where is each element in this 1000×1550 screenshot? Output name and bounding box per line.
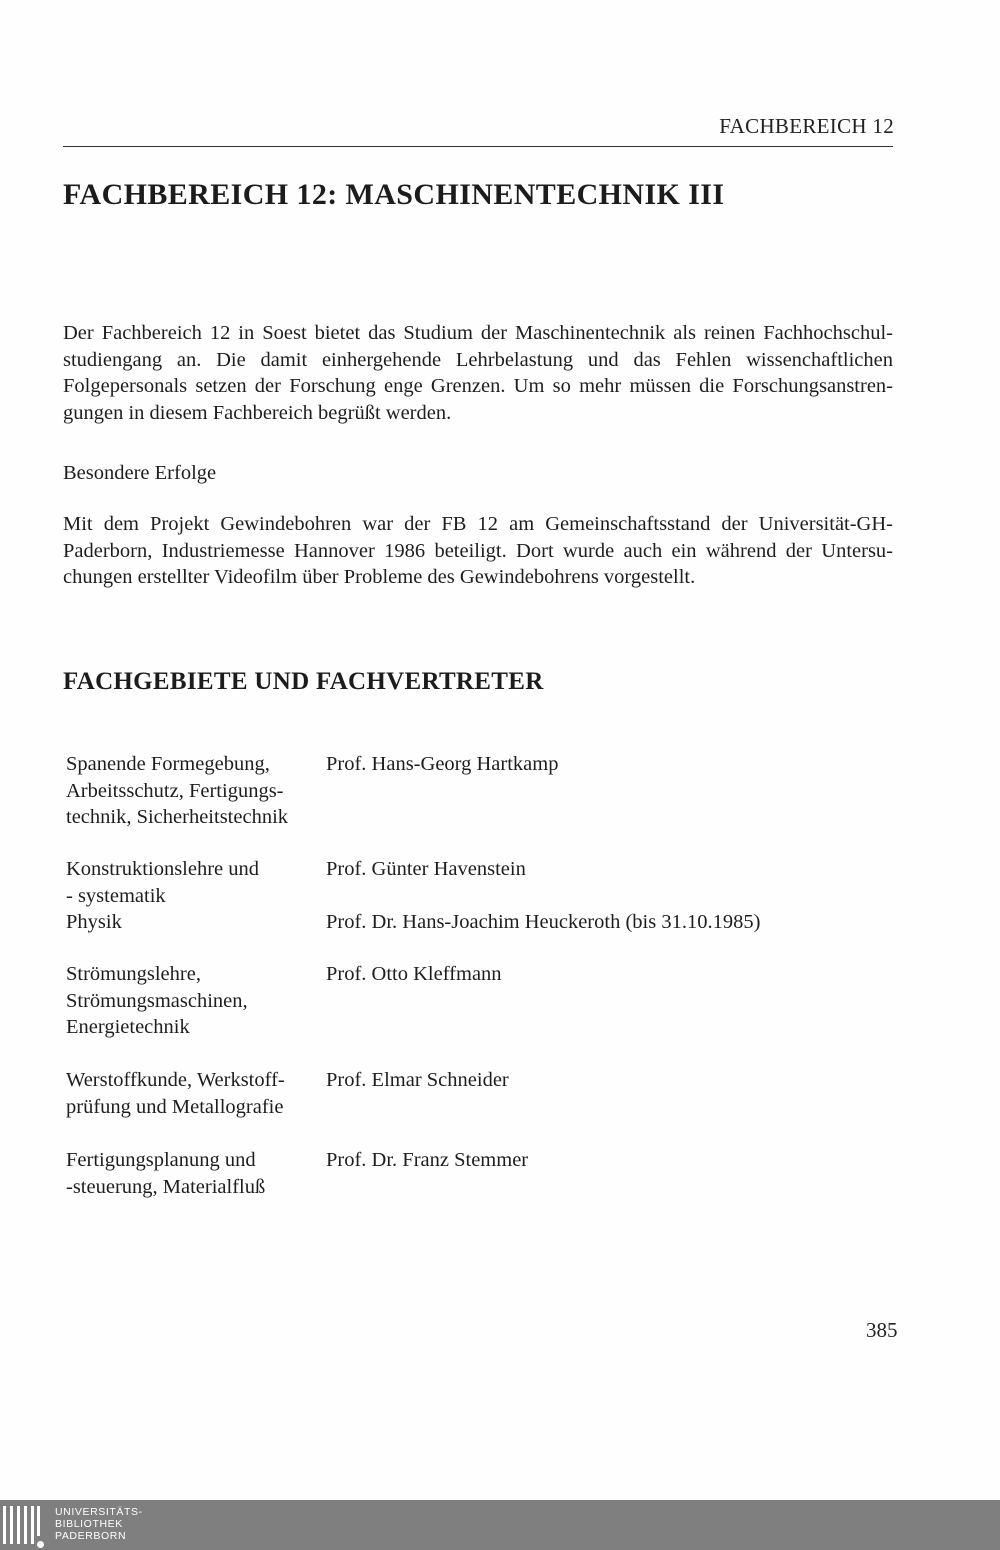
professor-name: Prof. Dr. Franz Stemmer	[326, 1149, 529, 1171]
subject-area: Strömungslehre, Strömungsmaschinen, Energietechnik	[66, 963, 248, 1038]
section-title: FACHGEBIETE UND FACHVERTRETER	[63, 668, 544, 695]
library-name-line-2: BIBLIOTHEK	[55, 1518, 123, 1530]
running-head: FACHBEREICH 12	[719, 114, 894, 138]
header-rule	[63, 146, 893, 147]
intro-paragraph: Der Fachbereich 12 in Soest bietet das Studium der Maschinentechnik als reinen Fachhochschul-studiengang an. Die damit einhergehende Lehrbelastung und das Fehlen wissenchaftlichen Folgepersonals setzen der Forschung enge Grenzen. Um so mehr müssen die Forschungsanstren-gungen in diesem Fachbereich begrüßt werden.	[63, 322, 893, 424]
subheading-besondere-erfolge: Besondere Erfolge	[63, 462, 217, 484]
library-name	[55, 1506, 143, 1542]
subject-area: Konstruktionslehre und - systematik	[66, 858, 260, 907]
professor-name: Prof. Hans-Georg Hartkamp	[326, 753, 559, 775]
library-barcode-logo-icon	[2, 1500, 42, 1550]
library-footer	[0, 1500, 1000, 1550]
page-number: 385	[866, 1318, 898, 1342]
subject-area: Werstoffkunde, Werkstoff- prüfung und Metallografie	[66, 1069, 285, 1118]
logo-dot-icon	[37, 1541, 44, 1548]
success-paragraph: Mit dem Projekt Gewindebohren war der FB 12 am Gemeinschaftsstand der Universität-GH-Paderborn, Industriemesse Hannover 1986 beteiligt. Dort wurde auch ein während der Untersu-chungen erstellter Videofilm über Probleme des Gewindebohrens vorgestellt.	[63, 513, 893, 588]
page-title: FACHBEREICH 12: MASCHINENTECHNIK III	[63, 178, 725, 211]
subject-area: Physik	[66, 911, 122, 933]
professor-name: Prof. Otto Kleffmann	[326, 963, 502, 985]
subject-area: Spanende Formegebung, Arbeitsschutz, Fertigungs- technik, Sicherheitstechnik	[66, 753, 289, 828]
professor-name: Prof. Günter Havenstein	[326, 858, 526, 880]
library-name-line-1: UNIVERSITÄTS-	[55, 1506, 143, 1518]
library-name-line-3: PADERBORN	[55, 1530, 127, 1542]
professor-name: Prof. Dr. Hans-Joachim Heuckeroth (bis 31.10.1985)	[326, 911, 761, 933]
subject-area: Fertigungsplanung und -steuerung, Materialfluß	[66, 1149, 266, 1198]
professor-name: Prof. Elmar Schneider	[326, 1069, 509, 1091]
